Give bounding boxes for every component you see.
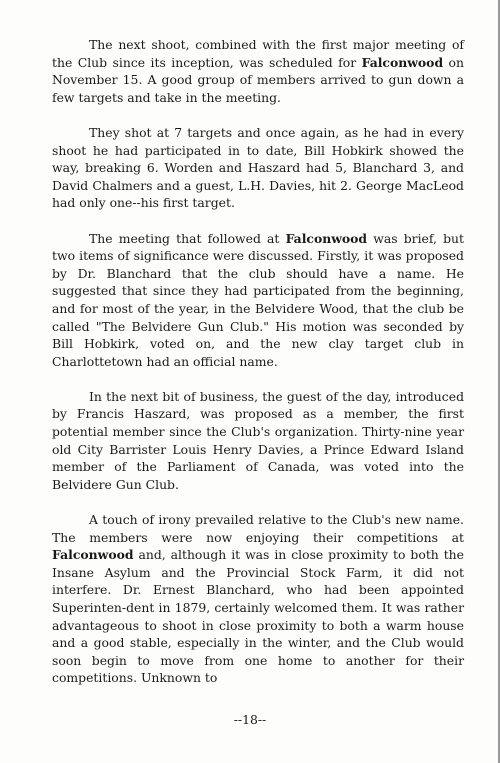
body-text — [52, 36, 464, 705]
paragraph-5 — [52, 511, 464, 687]
page-number: --18-- — [233, 712, 267, 727]
paragraph-1-bold-falconwood: Falconwood — [361, 54, 444, 70]
paragraph-3-bold-falconwood: Falconwood — [285, 230, 368, 246]
paragraph-2 — [52, 124, 464, 212]
paragraph-1 — [52, 36, 464, 106]
paragraph-5-bold-falconwood: Falconwood — [52, 547, 134, 563]
paragraph-1-text-1: The next shoot, combined with the first major meeting of the Club since its inception, was scheduled for — [52, 37, 464, 70]
paragraph-5-text-1: A touch of irony prevailed relative to the Club's new name. The members were now enjoying their competitions at — [52, 512, 464, 545]
paragraph-3-text-2: was brief, but two items of significance were discussed. Firstly, it was proposed by Dr. Blanchard that the club should have a name. He suggested that since they had participated from the beginning, and for most of the year, in the Belvidere Wood, that the club be called "The Belvidere Gun Club." His motion was seconded by Bill Hobkirk, voted on, and the new clay target club in Charlottetown had an official name. — [52, 230, 464, 369]
paragraph-2-text-1: They shot at 7 targets and once again, as he had in every shoot he had participated in to date, Bill Hobkirk showed the way, breaking 6. Worden and Haszard had 5, Blanchard 3, and David Chalmers and a guest, L.H. Davies, hit 2. George MacLeod had only one--his first target. — [52, 124, 464, 211]
paragraph-3 — [52, 230, 464, 371]
paragraph-1-text-2: on November 15. A good group of members arrived to gun down a few targets and take in the meeting. — [52, 54, 464, 105]
paragraph-3-text-1: The meeting that followed at — [89, 230, 286, 246]
paragraph-4 — [52, 388, 464, 494]
paragraph-4-text-1: In the next bit of business, the guest of the day, introduced by Francis Haszard, was proposed as a member, the first potential member since the Club's organization. Thirty-nine year old City Barrister Louis Henry Davies, a Prince Edward Island member of the Parliament of Canada, was voted into the Belvidere Gun Club. — [52, 388, 464, 492]
paragraph-5-text-2: and, although it was in close proximity to both the Insane Asylum and the Provincial Stock Farm, it did not interfere. Dr. Ernest Blanchard, who had been appointed Superinten-dent in 1879, certainly welcomed them. It was rather advantageous to shoot in close proximity to both a warm house and a good stable, especially in the winter, and the Club would soon begin to move from one home to another for their competitions. Unknown to — [52, 547, 464, 686]
